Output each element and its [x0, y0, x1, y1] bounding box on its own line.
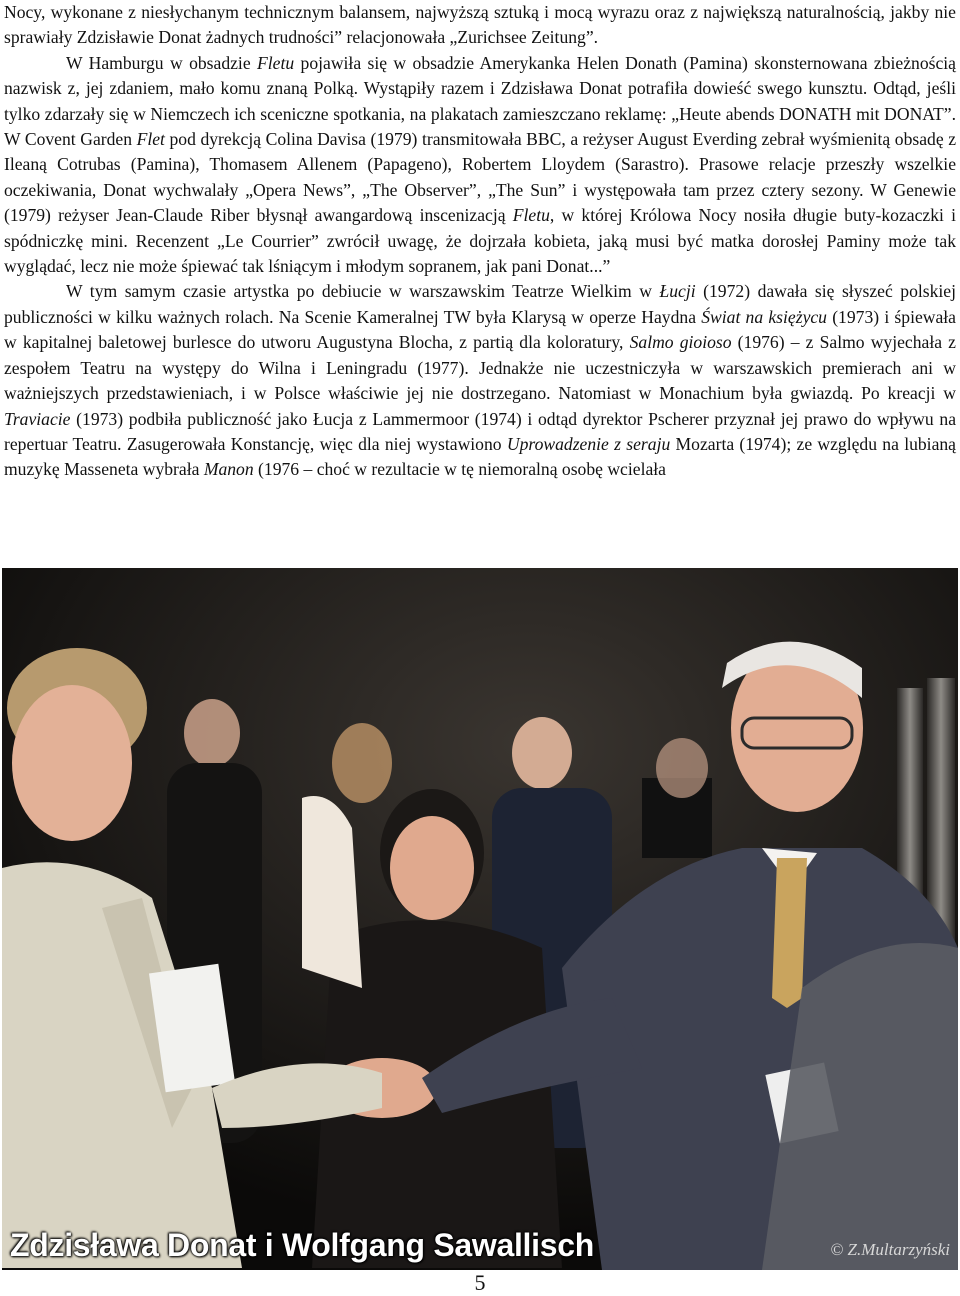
- photo-signature: © Z.Multarzyński: [830, 1240, 950, 1259]
- italic-title: Traviacie: [4, 408, 71, 429]
- text-run: pojawiła się w obsadzie Amerykanka Helen Donath (Pamina) skonsternowana zbieżnością nazwisk z, jej zdaniem, mało komu znaną Polką. Wystąpiły razem i Zdzisława Donat potrafiła dowieść swego kunsztu. Odtąd, jeśli tylko zdarzały się w Niemczech ich sceniczne spotkania, na plakatach zamieszczano reklamę: „Heute abends DONATH mit DONAT”. W Covent Garden: [4, 52, 956, 150]
- paragraph: [4, 279, 956, 482]
- text-run: Nocy, wykonane z niesłychanym technicznym balansem, najwyższą sztuką i mocą wyrazu oraz z największą naturalnością, jakby nie sprawiały Zdzisławie Donat żadnych trudności” relacjonowała „Zurichsee Zeitung”.: [4, 2, 956, 48]
- italic-title: Flet: [136, 129, 165, 150]
- text-run: (1973) i śpiewała w kapitalnej baletowej burlesce do utworu Augustyna Blocha, z partią dla koloratury,: [4, 306, 956, 353]
- photo-illustration: [2, 568, 958, 1270]
- italic-title: Łucji: [659, 281, 696, 302]
- italic-title: Manon: [203, 459, 254, 480]
- text-run: (1973) podbiła publiczność jako Łucja z Lammermoor (1974) i odtąd dyrektor Pscherer przyznał jej prawo do wpływu na repertuar Teatru. Zasugerowała Konstancję, więc dla niej wystawiono: [4, 408, 956, 454]
- article-text: [4, 0, 956, 483]
- page-number: 5: [474, 1270, 486, 1295]
- paragraph: [4, 51, 956, 280]
- text-run: W Hamburgu w obsadzie: [66, 52, 258, 73]
- text-run: (1976) – z Salmo wyjechała z zespołem Teatru na występy do Wilna i Leningradu (1977). Jednakże nie uczestniczyła w warszawskich premierach ani w ważniejszych przedstawieniach, i w Polsce właściwie jej nie dostrzegano. Natomiast w Monachium była gwiazdą. Po kreacji w: [4, 332, 956, 404]
- italic-title: Uprowadzenie z seraju: [506, 433, 671, 454]
- text-run: (1972) dawała się słyszeć polskiej publiczności w kilku ważnych rolach. Na Scenie Kameralnej TW była Klarysą w operze Haydna: [4, 281, 956, 327]
- text-run: pod dyrekcją Colina Davisa (1979) transmitowała BBC, a reżyser August Everding zebrał wyśmienitą obsadę z Ileaną Cotrubas (Pamina), Thomasem Allenem (Papageno), Robertem Lloydem (Sarastro). Prasowe relacje przeszły wszelkie oczekiwania, Donat wychwalały „Opera News”, „The Observer”, „The Sun” i występowała tam przez cztery sezony. W Genewie (1979) reżyser Jean-Claude Riber błysnął awangardową inscenizacją: [4, 129, 956, 226]
- photo-caption: Zdzisława Donat i Wolfgang Sawallisch: [10, 1227, 594, 1263]
- text-run: W tym samym czasie artystka po debiucie w warszawskim Teatrze Wielkim w: [66, 281, 660, 302]
- paragraph: [4, 0, 956, 51]
- italic-title: Salmo gioioso: [629, 332, 732, 353]
- text-run: (1976 – choć w rezultacie w tę niemoralną osobę wcielała: [253, 459, 666, 480]
- photo: [2, 568, 958, 1270]
- text-run: , w której Królowa Nocy nosiła długie buty-kozaczki i spódniczkę mini. Recenzent „Le Courrier” zwrócił uwagę, że dojrzała kobieta, jaką musi być matka dorosłej Paminy może tak wyglądać, lecz nie może śpiewać tak lśniącym i młodym sopranem, jak pani Donat...”: [4, 205, 956, 277]
- text-run: Mozarta (1974); ze względu na lubianą muzykę Masseneta wybrała: [4, 433, 956, 480]
- italic-title: Fletu: [257, 52, 295, 73]
- italic-title: Fletu: [512, 205, 550, 226]
- italic-title: Świat na księżycu: [701, 306, 827, 327]
